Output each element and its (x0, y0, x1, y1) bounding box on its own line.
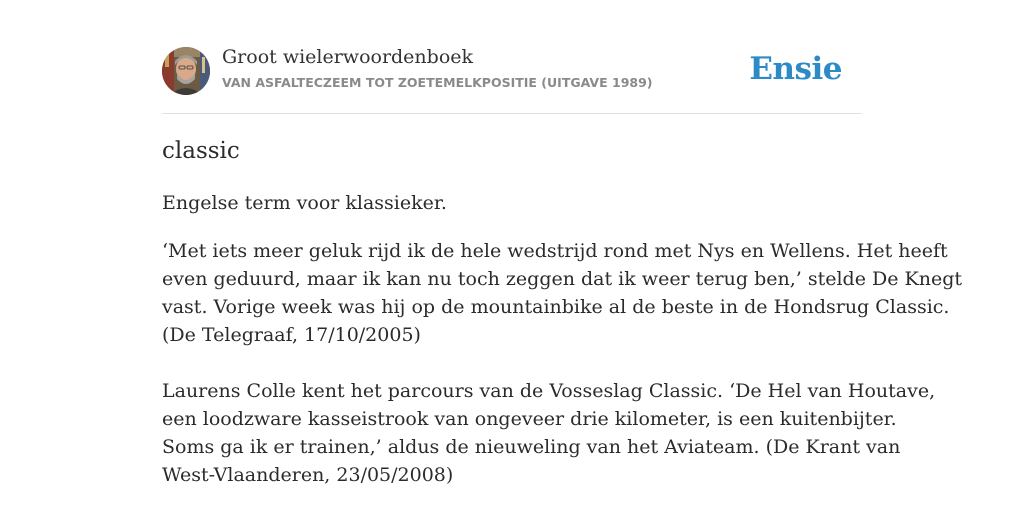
author-portrait-image (162, 47, 210, 95)
quote-line: Laurens Colle kent het parcours van de Vosseslag Classic. ‘De Hel van Houtave, (162, 380, 936, 402)
quote-2 (162, 377, 936, 489)
header (162, 0, 862, 114)
quote-line: even geduurd, maar ik kan nu toch zeggen dat ik weer terug ben,’ stelde De Knegt (162, 268, 962, 290)
dictionary-subtitle: VAN ASFALTECZEEM TOT ZOETEMELKPOSITIE (UITGAVE 1989) (222, 75, 653, 90)
quote-line: vast. Vorige week was hij op de mountainbike al de beste in de Hondsrug Classic. (162, 296, 950, 318)
entry-definition: Engelse term voor klassieker. (162, 192, 447, 214)
quotes (162, 237, 962, 489)
quote-line: West-Vlaanderen, 23/05/2008) (162, 464, 454, 486)
ensie-logo[interactable]: Ensie (749, 51, 842, 87)
quote-line: Soms ga ik er trainen,’ aldus de nieuweling van het Aviateam. (De Krant van (162, 436, 901, 458)
quote-line: ‘Met iets meer geluk rijd ik de hele wedstrijd rond met Nys en Wellens. Het heeft (162, 240, 948, 262)
page (162, 0, 962, 486)
quote-1 (162, 237, 962, 349)
quote-line: een loodzware kasseistrook van ongeveer drie kilometer, is een kuitenbijter. (162, 408, 897, 430)
quote-separator (162, 349, 862, 377)
quote-line: (De Telegraaf, 17/10/2005) (162, 324, 421, 346)
dictionary-title[interactable]: Groot wielerwoordenboek (222, 46, 474, 68)
entry-term: classic (162, 138, 240, 164)
author-avatar[interactable] (162, 47, 210, 95)
